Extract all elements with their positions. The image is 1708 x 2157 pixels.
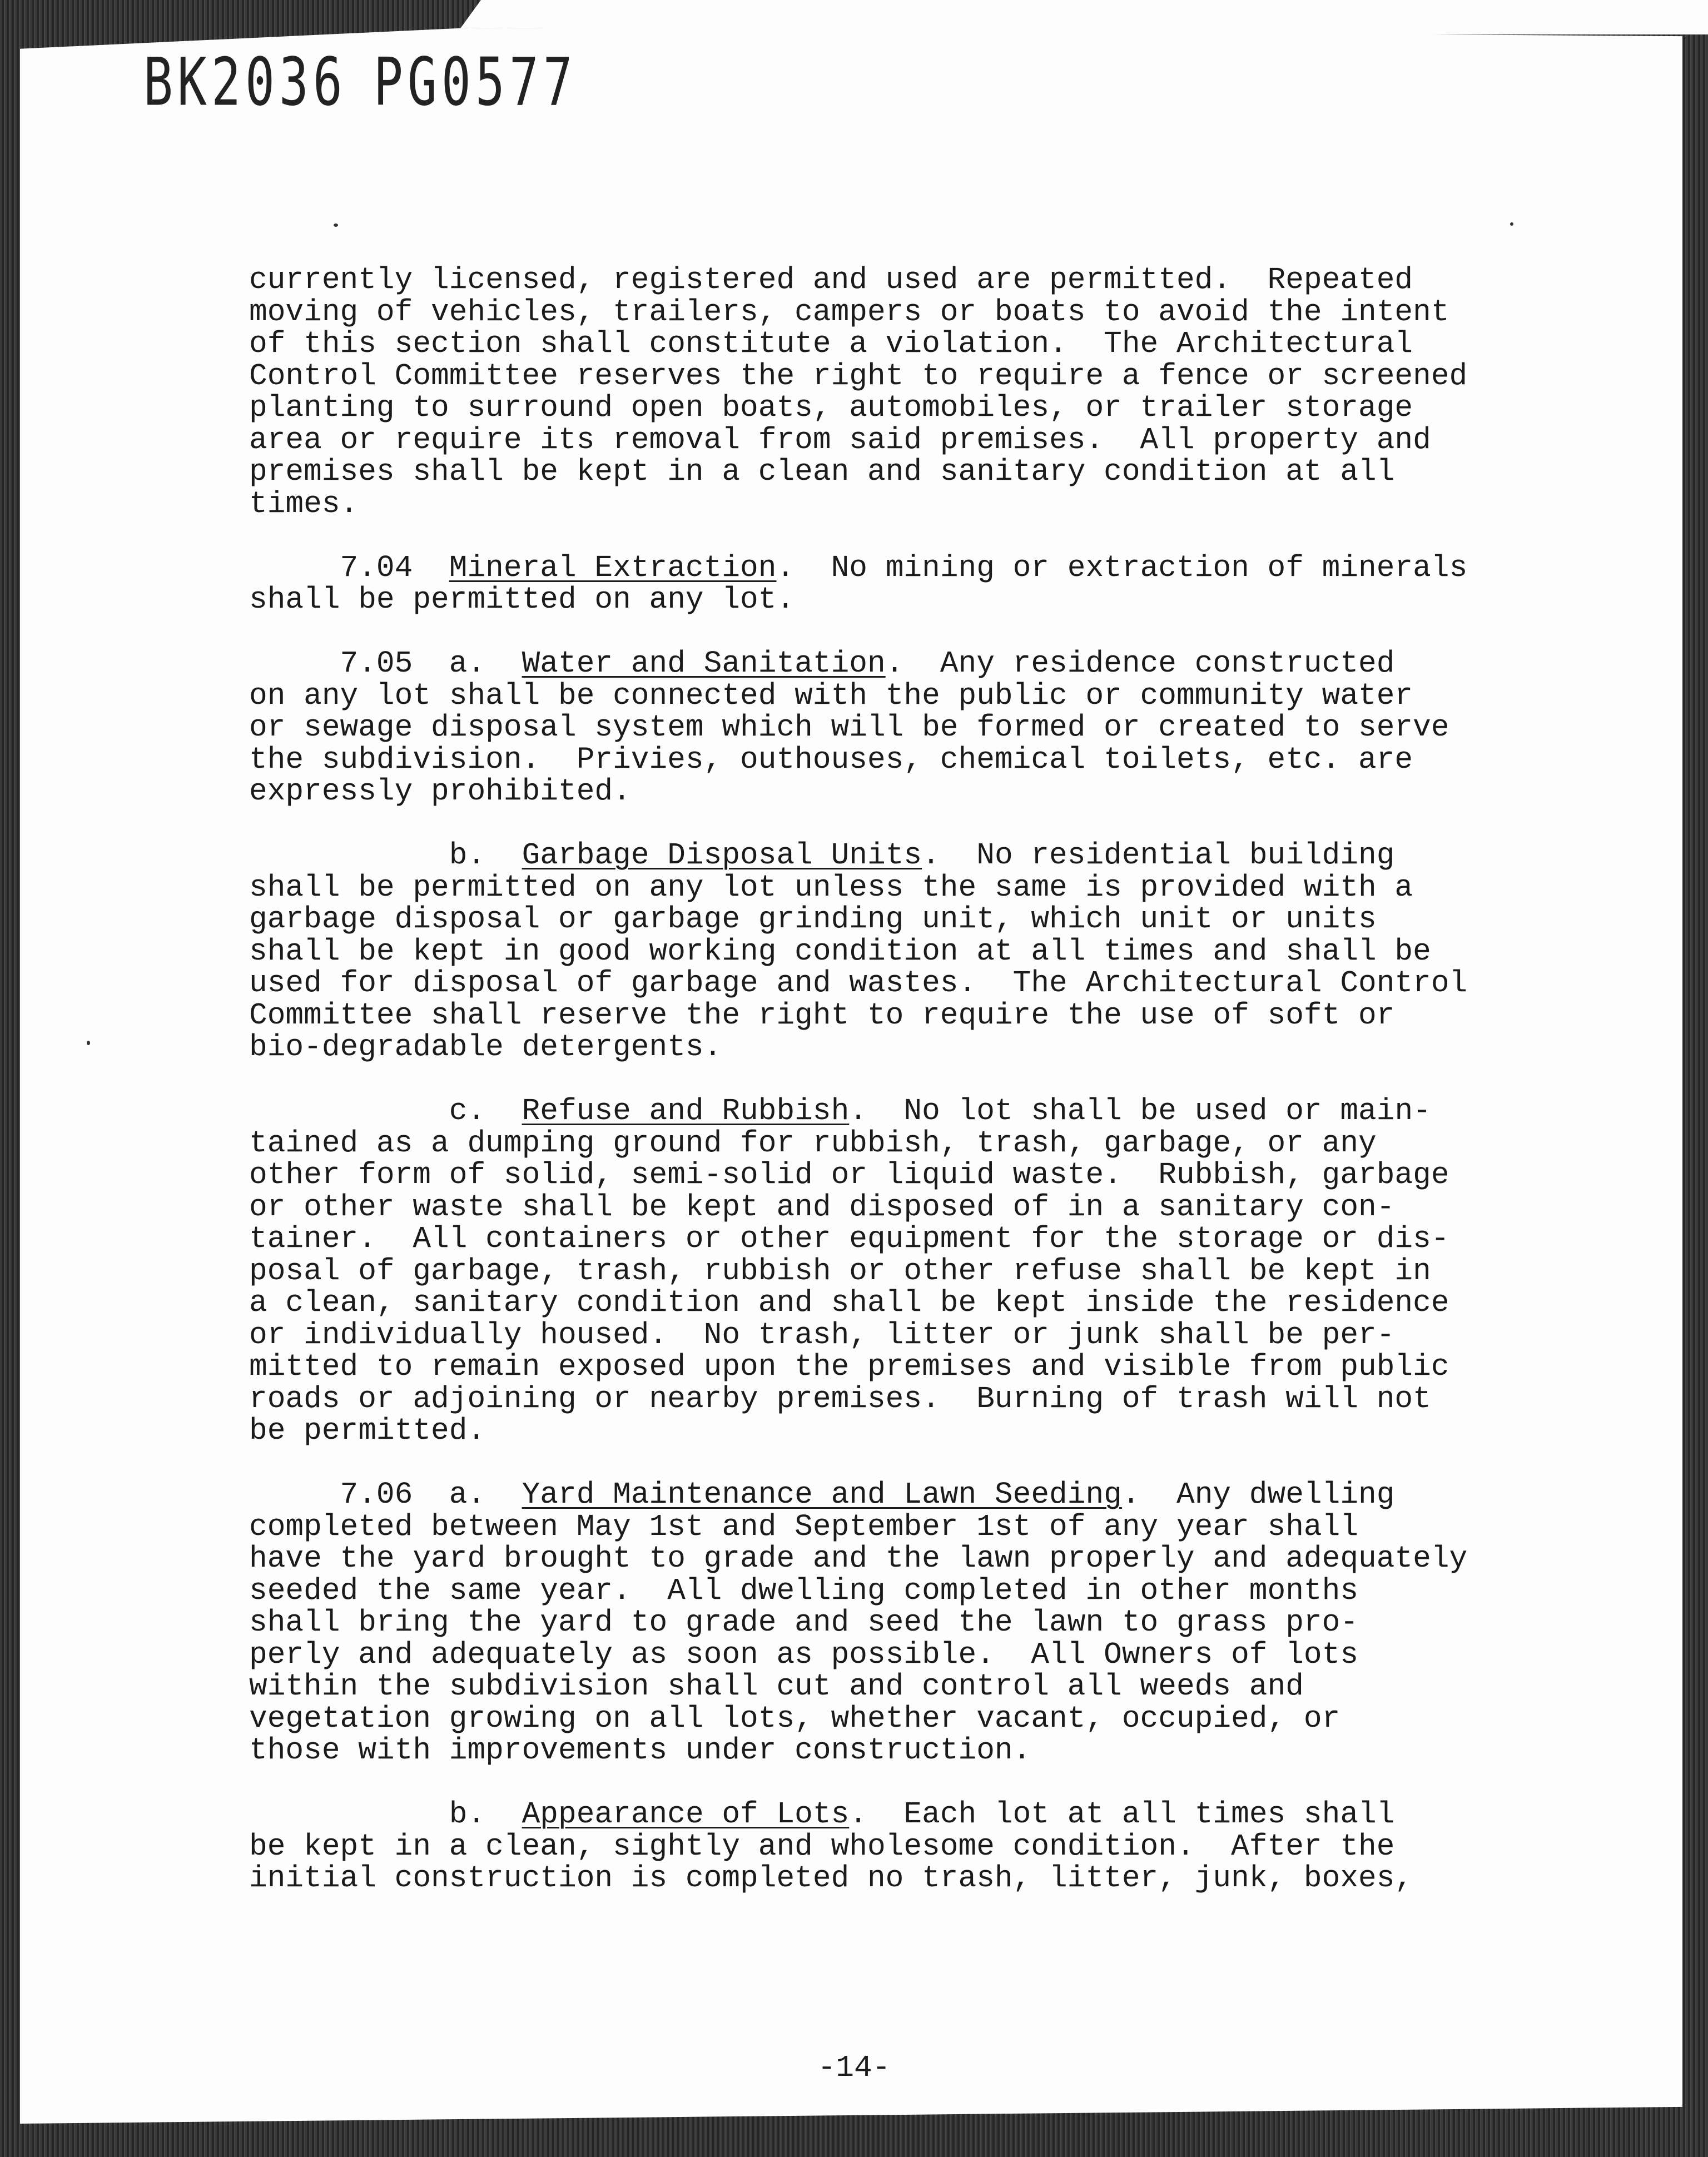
book-number: BK2036	[143, 43, 347, 121]
section-s706a	[249, 1479, 1556, 1767]
section-heading: Yard Maintenance and Lawn Seeding	[522, 1478, 1122, 1512]
section-number: c.	[249, 1095, 522, 1129]
text-line: used for disposal of garbage and wastes. The Architectural Control	[249, 967, 1468, 1001]
text-line: expressly prohibited.	[249, 775, 631, 809]
section-first-line	[249, 648, 1556, 680]
section-text: . Any dwelling	[1121, 1478, 1395, 1512]
section-s705c	[249, 1096, 1556, 1448]
section-heading: Mineral Extraction	[449, 551, 777, 585]
text-line: currently licensed, registered and used are permitted. Repeated	[249, 264, 1413, 297]
text-line: of this section shall constitute a violation. The Architectural	[249, 327, 1413, 361]
section-heading: Appearance of Lots	[522, 1798, 850, 1832]
scan-speck	[87, 1041, 90, 1045]
section-first-line	[249, 1799, 1556, 1831]
text-line: shall be permitted on any lot unless the same is provided with a	[249, 871, 1413, 905]
paragraph-gap	[249, 617, 1556, 649]
text-line: or other waste shall be kept and disposed of in a sanitary con-	[249, 1190, 1395, 1225]
scan-speck	[334, 223, 338, 227]
section-heading: Garbage Disposal Units	[522, 839, 922, 873]
section-text: . Any residence constructed	[885, 647, 1395, 681]
section-p1	[249, 265, 1556, 520]
section-first-line	[249, 1479, 1556, 1512]
section-text: . No lot shall be used or main-	[849, 1095, 1431, 1129]
document-body	[249, 265, 1556, 1895]
text-line: on any lot shall be connected with the public or community water	[249, 679, 1413, 713]
text-line: roads or adjoining or nearby premises. Burning of trash will not	[249, 1382, 1431, 1417]
text-line: or individually housed. No trash, litter or junk shall be per-	[249, 1318, 1395, 1353]
page-number-stamp: PG0577	[373, 43, 577, 121]
text-line: bio-degradable detergents.	[249, 1031, 722, 1065]
page-footer: -14-	[817, 2051, 891, 2085]
text-line: planting to surround open boats, automobiles, or trailer storage	[249, 391, 1413, 425]
text-line: a clean, sanitary condition and shall be kept inside the residence	[249, 1286, 1449, 1320]
scan-speck	[1510, 222, 1513, 226]
text-line: premises shall be kept in a clean and sanitary condition at all	[249, 455, 1395, 489]
paragraph-gap	[249, 1448, 1556, 1480]
text-line: tainer. All containers or other equipment for the storage or dis-	[249, 1222, 1449, 1256]
text-line: garbage disposal or garbage grinding unit, which unit or units	[249, 903, 1377, 937]
section-first-line	[249, 553, 1556, 585]
section-s705b	[249, 840, 1556, 1064]
text-line: vegetation growing on all lots, whether vacant, occupied, or	[249, 1702, 1340, 1736]
paragraph-gap	[249, 808, 1556, 841]
text-line: initial construction is completed no trash, litter, junk, boxes,	[249, 1862, 1413, 1896]
text-line: Control Committee reserves the right to require a fence or screened	[249, 359, 1468, 394]
paragraph-gap	[249, 1767, 1556, 1800]
text-line: mitted to remain exposed upon the premises and visible from public	[249, 1350, 1449, 1384]
section-s704	[249, 553, 1556, 617]
text-line: be kept in a clean, sightly and wholesome condition. After the	[249, 1830, 1395, 1864]
section-number: b.	[249, 839, 522, 873]
text-line: seeded the same year. All dwelling completed in other months	[249, 1574, 1359, 1608]
text-line: area or require its removal from said premises. All property and	[249, 423, 1431, 458]
text-line: or sewage disposal system which will be formed or created to serve	[249, 711, 1449, 745]
section-heading: Water and Sanitation	[522, 647, 886, 681]
section-text: . Each lot at all times shall	[849, 1798, 1395, 1832]
text-line: the subdivision. Privies, outhouses, chemical toilets, etc. are	[249, 743, 1413, 777]
section-heading: Refuse and Rubbish	[522, 1095, 850, 1129]
text-line: be permitted.	[249, 1414, 486, 1448]
recording-stamp	[143, 43, 604, 121]
text-line: completed between May 1st and September 1st of any year shall	[249, 1510, 1359, 1544]
section-number: 7.05 a.	[249, 647, 522, 681]
section-first-line	[249, 1096, 1556, 1128]
section-text: . No residential building	[922, 839, 1395, 873]
text-line: perly and adequately as soon as possible. All Owners of lots	[249, 1638, 1359, 1672]
section-s706b	[249, 1799, 1556, 1895]
text-line: tained as a dumping ground for rubbish, trash, garbage, or any	[249, 1126, 1377, 1161]
text-line: posal of garbage, trash, rubbish or other refuse shall be kept in	[249, 1254, 1431, 1289]
paragraph-gap	[249, 1064, 1556, 1096]
section-number: 7.04	[249, 551, 449, 585]
text-line: shall be kept in good working condition at all times and shall be	[249, 935, 1431, 969]
text-line: within the subdivision shall cut and control all weeds and	[249, 1670, 1304, 1704]
text-line: moving of vehicles, trailers, campers or boats to avoid the intent	[249, 295, 1449, 330]
text-line: other form of solid, semi-solid or liquid waste. Rubbish, garbage	[249, 1159, 1449, 1192]
text-line: those with improvements under construction.	[249, 1734, 1031, 1768]
text-line: shall be permitted on any lot.	[249, 583, 795, 617]
text-line: have the yard brought to grade and the lawn properly and adequately	[249, 1542, 1468, 1576]
text-line: Committee shall reserve the right to require the use of soft or	[249, 998, 1395, 1033]
text-line: times.	[249, 487, 359, 521]
section-number: b.	[249, 1798, 522, 1832]
section-first-line	[249, 840, 1556, 872]
paragraph-gap	[249, 520, 1556, 553]
section-s705a	[249, 648, 1556, 808]
text-line: shall bring the yard to grade and seed the lawn to grass pro-	[249, 1606, 1359, 1640]
section-text: . No mining or extraction of minerals	[776, 551, 1468, 585]
section-number: 7.06 a.	[249, 1478, 522, 1512]
